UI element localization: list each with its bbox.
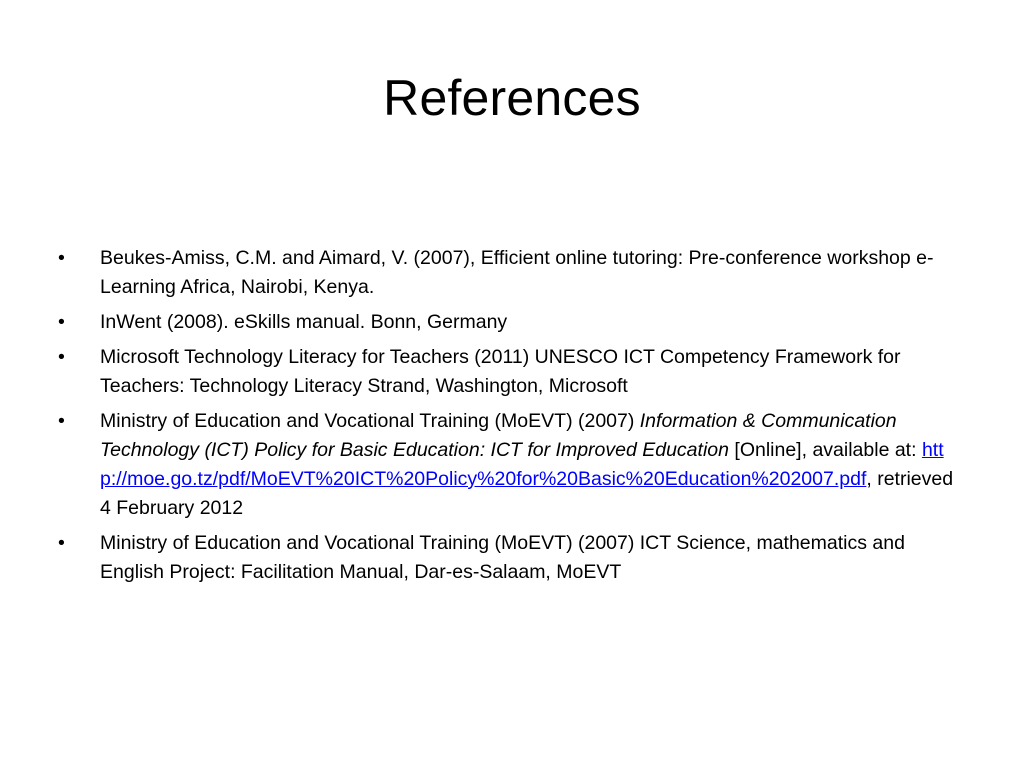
reference-link[interactable]: http://moe.go.tz/pdf/MoEVT%20ICT%20Policy%20for%20Basic%20Education%202007.pdf (100, 439, 944, 490)
reference-text: Ministry of Education and Vocational Training (MoEVT) (2007) ICT Science, mathematics and English Project: Facilitation Manual, Dar-es-Salaam, MoEVT (100, 532, 905, 583)
bullet-icon: • (58, 410, 65, 432)
reference-prefix: Ministry of Education and Vocational Training (MoEVT) (2007) (100, 410, 640, 432)
reference-item-2 (58, 308, 968, 337)
reference-item-5 (58, 529, 968, 587)
reference-text (100, 407, 968, 523)
bullet-icon: • (58, 532, 65, 554)
reference-middle: [Online], available at: (728, 439, 922, 461)
reference-item-3 (58, 343, 968, 401)
slide-title: References (383, 70, 641, 126)
bullet-icon: • (58, 346, 65, 368)
reference-italic-title: Information & Communication Technology (ICT) Policy for Basic Education: ICT for Improved Education (100, 410, 897, 461)
reference-suffix: , retrieved 4 February 2012 (100, 468, 954, 519)
reference-text: InWent (2008). eSkills manual. Bonn, Germany (100, 311, 508, 333)
reference-item-1 (58, 244, 968, 302)
bullet-icon: • (58, 247, 65, 269)
reference-item-4 (58, 407, 968, 523)
reference-text: Beukes-Amiss, C.M. and Aimard, V. (2007), Efficient online tutoring: Pre-conference workshop e-Learning Africa, Nairobi, Kenya. (100, 247, 934, 298)
reference-text: Microsoft Technology Literacy for Teachers (2011) UNESCO ICT Competency Framework for Teachers: Technology Literacy Strand, Washington, Microsoft (100, 346, 901, 397)
references-list (58, 244, 968, 593)
bullet-icon: • (58, 311, 65, 333)
